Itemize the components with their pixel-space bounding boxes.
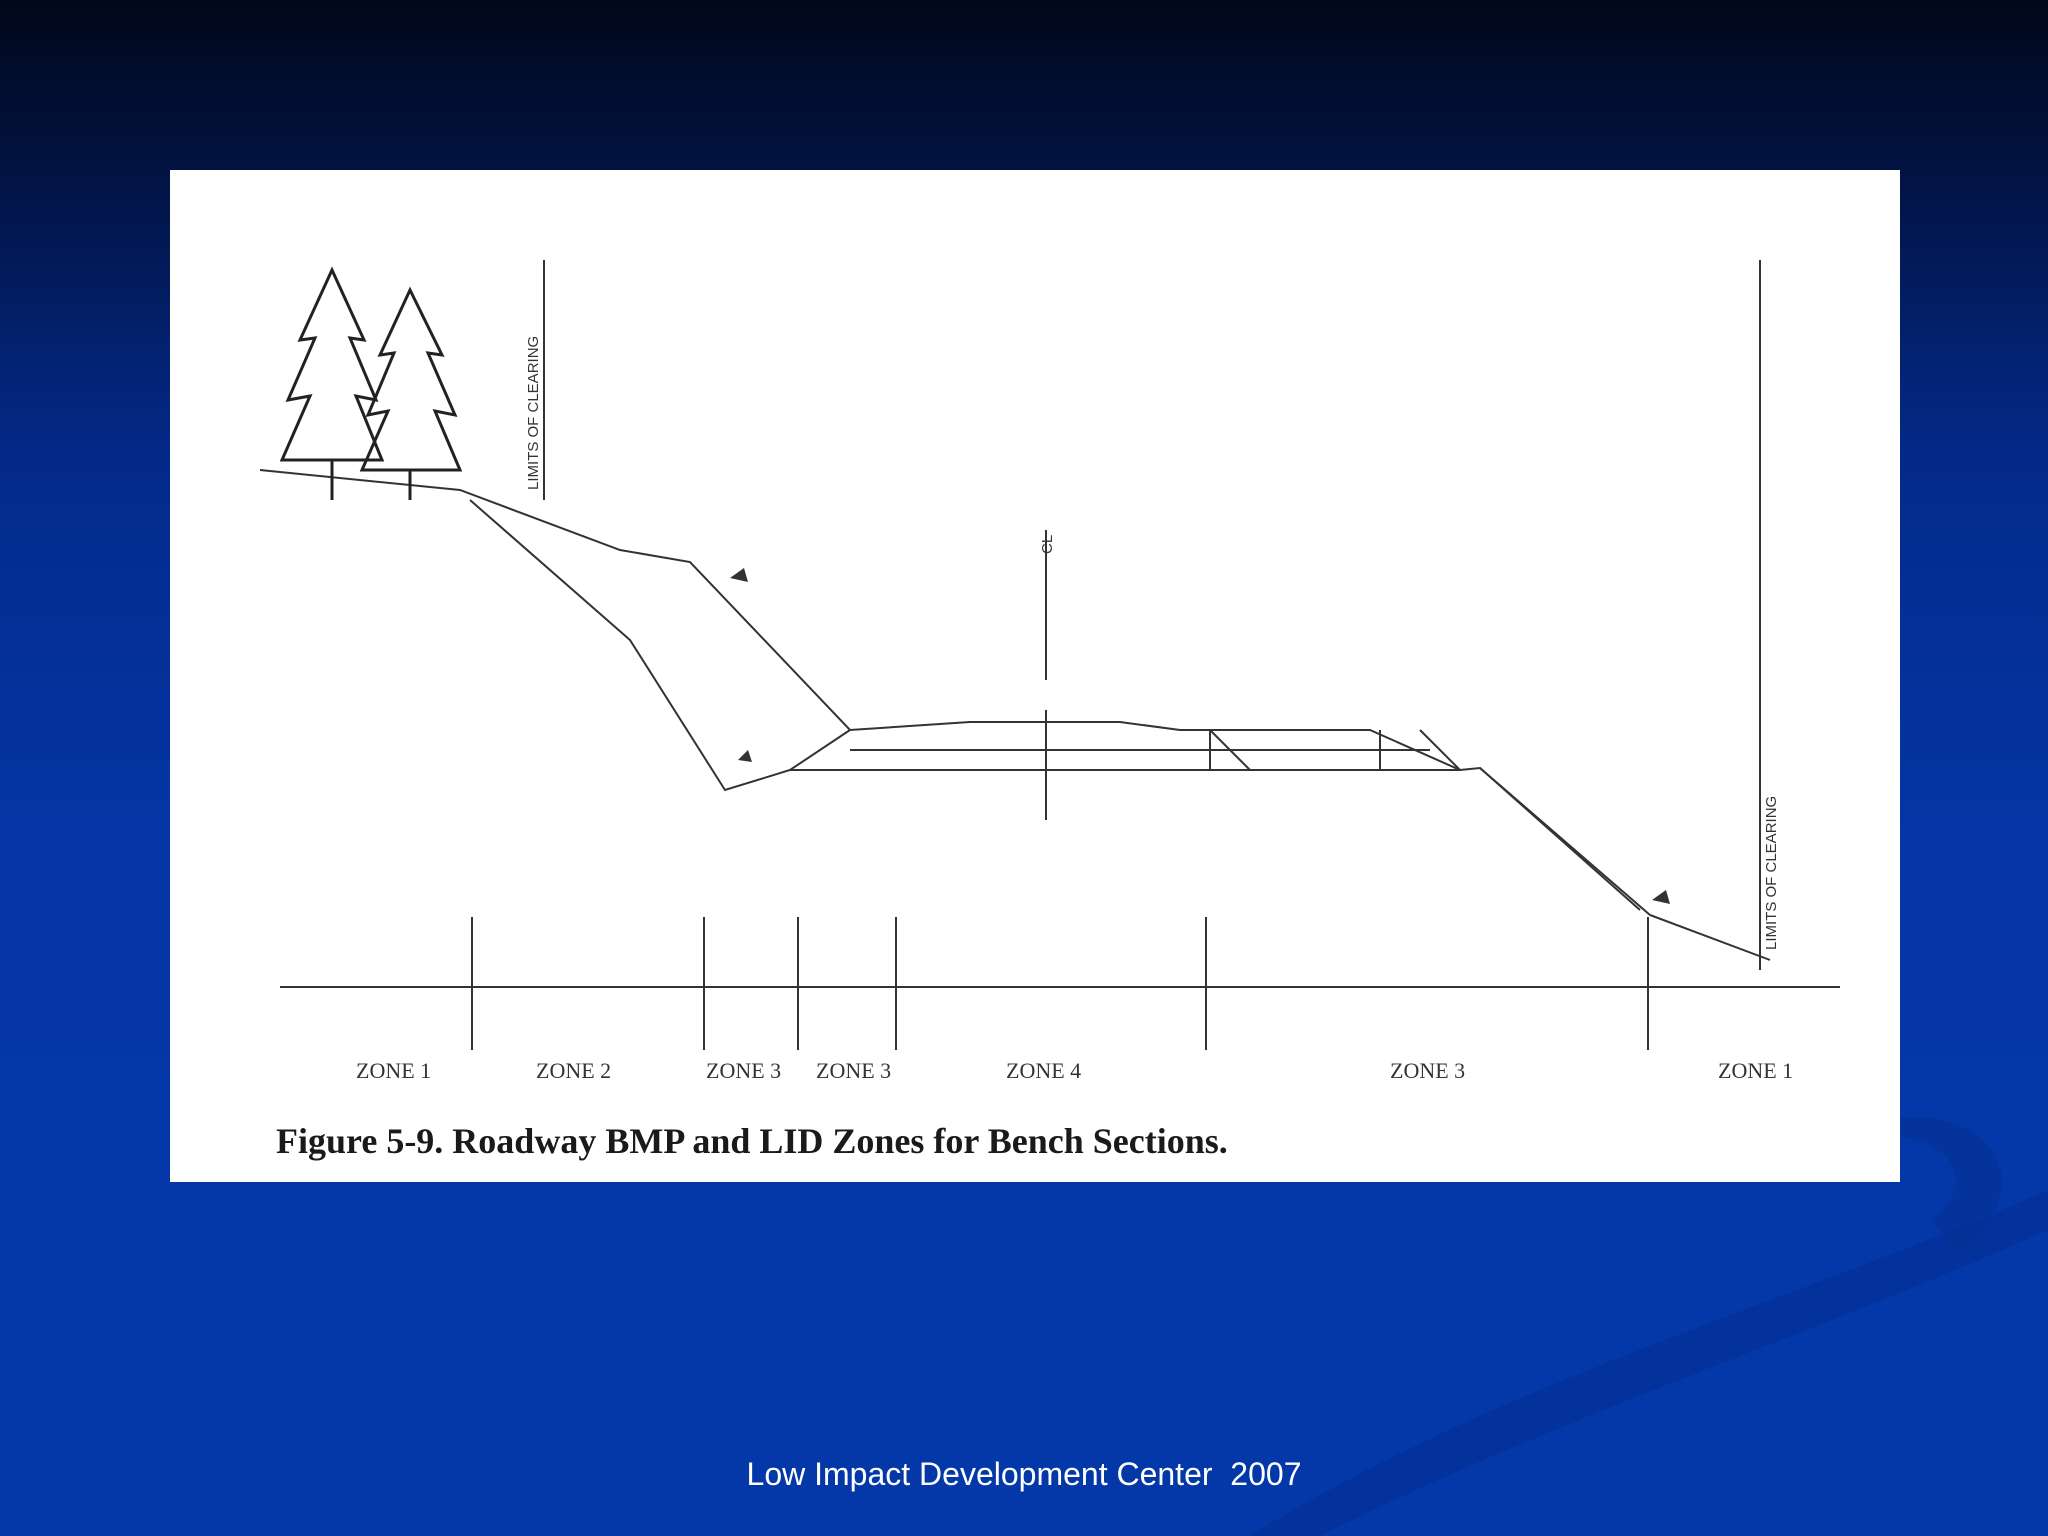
bench-section-diagram — [170, 170, 1900, 1182]
zone-label: ZONE 1 — [1718, 1058, 1794, 1083]
zone-label: ZONE 2 — [536, 1058, 612, 1083]
centerline-label: CL — [1039, 534, 1056, 554]
zone-label: ZONE 3 — [816, 1058, 892, 1083]
figure-panel — [170, 170, 1900, 1182]
figure-caption: Figure 5-9. Roadway BMP and LID Zones for Bench Sections. — [276, 1121, 1228, 1161]
right-limit-label: LIMITS OF CLEARING — [1763, 795, 1780, 950]
zone-label: ZONE 1 — [356, 1058, 432, 1083]
left-limit-label: LIMITS OF CLEARING — [525, 335, 542, 490]
zone-label: ZONE 3 — [1390, 1058, 1466, 1083]
cut-slope-line — [470, 500, 850, 790]
fill-slope-line — [1480, 768, 1640, 910]
zone-label: ZONE 4 — [1006, 1058, 1082, 1083]
zone-label: ZONE 3 — [706, 1058, 782, 1083]
existing-ground-line — [260, 470, 1770, 960]
tree-icon — [282, 270, 460, 500]
footer-credit: Low Impact Development Center 2007 — [746, 1456, 1302, 1492]
